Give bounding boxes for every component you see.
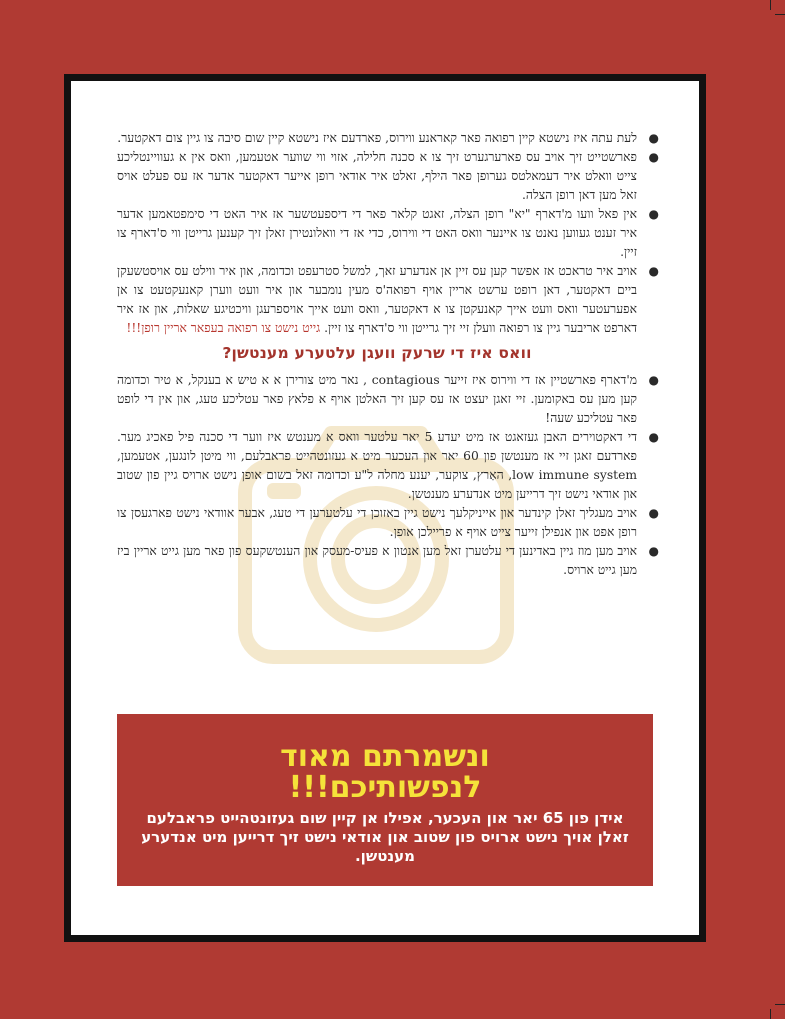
article-body xyxy=(117,129,659,580)
list-item: ● אויב מען מוז גיין באדינען די עלטערן זאל מען אנטון א פעיס-מעסק און הענטשקעס פון פאר מען גייט אריין ביז מען גייט ארויס. xyxy=(117,544,659,577)
bullet-dot-icon: ● xyxy=(648,373,659,387)
bullet-dot-icon: ● xyxy=(648,544,659,558)
banner-body: אידן פון 65 יאר און העכער, אפילו אן קיין שום געזונטהייט פראבלעם זאלן אויך נישט ארויס פון שטוב און אודאי נישט זיך דרייען מיט אנדערע מענטשן. xyxy=(141,809,629,865)
crop-mark-bottom-right xyxy=(775,1004,785,1005)
crop-mark-top xyxy=(770,0,771,10)
list-item: ● מ'דארף פארשטיין אז די ווירוס איז זייער contagious , נאר מיט צורירן א א טיש א בענקל, א טיר וכדומה קען מען עס באקומען. זיי זאגן יעצט אז עס קען זיך האלטן אויף א פלאץ פאר עטליכע טעג, און אין די לופט פאר עטליכע שעה! xyxy=(117,373,659,425)
bullet-dot-icon: ● xyxy=(648,264,659,278)
section-heading: וואס איז די שרעק וועגן עלטערע מענטשן? xyxy=(222,344,532,362)
bullet-list-bottom xyxy=(117,371,659,580)
crop-mark-top-right xyxy=(775,14,785,15)
banner-title-line1: ונשמרתם מאוד xyxy=(280,739,490,774)
crop-mark-bottom xyxy=(770,1009,771,1019)
banner-title-line2: לנפשותיכם!!! xyxy=(288,770,482,805)
list-item: ● אויב איר טראכט אז אפשר קען עס זיין אן אנדערע זאך, למשל סטרעפט וכדומה, און איר ווילט עס אויסטשעקן ביים דאקטער, דאן רופט ערשט אריין אויף רפואה'ס מעין נומבער און איר וועט ווערן קאנעקטעט צו אן אפערעטער וואס וועט אייך קאנעקטן צו א דאקטער, וואס וועט אייך אויספרעגן וויכטיגע שאלות, און אז איר דארפט אריבער גיין צו רפואה וועלן זיי זיך גרייטן ווי ס'דארף צו זיין. גייט נישט צו רפואה בעפאר אריין רופן!!! xyxy=(117,264,659,335)
warning-text: גייט נישט צו רפואה בעפאר אריין רופן!!! xyxy=(126,321,321,335)
list-item: ● לעת עתה איז נישטא קיין רפואה פאר קאראנע ווירוס, פארדעם איז נישטא קיין שום סיבה צו גיין צום דאקטער. xyxy=(117,129,637,148)
bullet-dot-icon: ● xyxy=(648,207,659,221)
list-item: ● אין פאל וועו מ'דארף "יא" רופן הצלה, זאגט קלאר פאר די דיספעטשער אז איר האט די סימפטאמען אדער איר זענט געווען נאנט צו איינער וואס האט די ווירוס, כדי אז די וואלונטירן זאלן זיך קענען גרייטן ווי ס'דארף צו זיין. xyxy=(117,207,659,259)
list-item: ● אויב מעגליך זאלן קינדער און אייניקלעך נישט גיין באזוכן די עלטערען די טעג, אבער אוודאי נישט פארגעסן צו רופן אפט און אנפילן זייער צייט אויף א פריילכן אופן. xyxy=(117,506,659,539)
list-item: ● די דאקטוירים האבן געזאגט אז מיט יעדע 5 יאר עלטער וואס א מענטש איז ווער די סכנה פיל פאכיג מער. פארדעם זאגן זיי אז מענטשן פון 60 יאר און העכער מיט א געזונטהייט פראבלעם, ווי מיטן לונגען, אטעמען, low immune system, האַרץ, צוקער, יענע מחלה ל"ע וכדומה זאל בשום אופן נישט ארויס גיין פון שטוב און אודאי נישט זיך דרייען מיט אנדערע מענטשן. xyxy=(117,430,659,501)
bullet-dot-icon: ● xyxy=(648,150,659,164)
list-item: ● פארשטייט זיך אויב עס פארערגערט זיך צו א סכנה חלילה, אזוי ווי שווער אטעמען, וואס אין א געוויינטליכע צייט וואלט איר דעמאלטס גערופן פאר הילף, זאלט איר אודאי רופן אייער דאקטער אדער אז עס פעלט אויס זאל מען דאן רופן הצלה. xyxy=(117,150,659,202)
banner-title xyxy=(117,741,653,803)
bullet-dot-icon: ● xyxy=(648,131,659,145)
bullet-dot-icon: ● xyxy=(648,506,659,520)
warning-banner xyxy=(117,714,653,886)
bullet-list-top xyxy=(117,129,659,338)
bullet-dot-icon: ● xyxy=(648,430,659,444)
